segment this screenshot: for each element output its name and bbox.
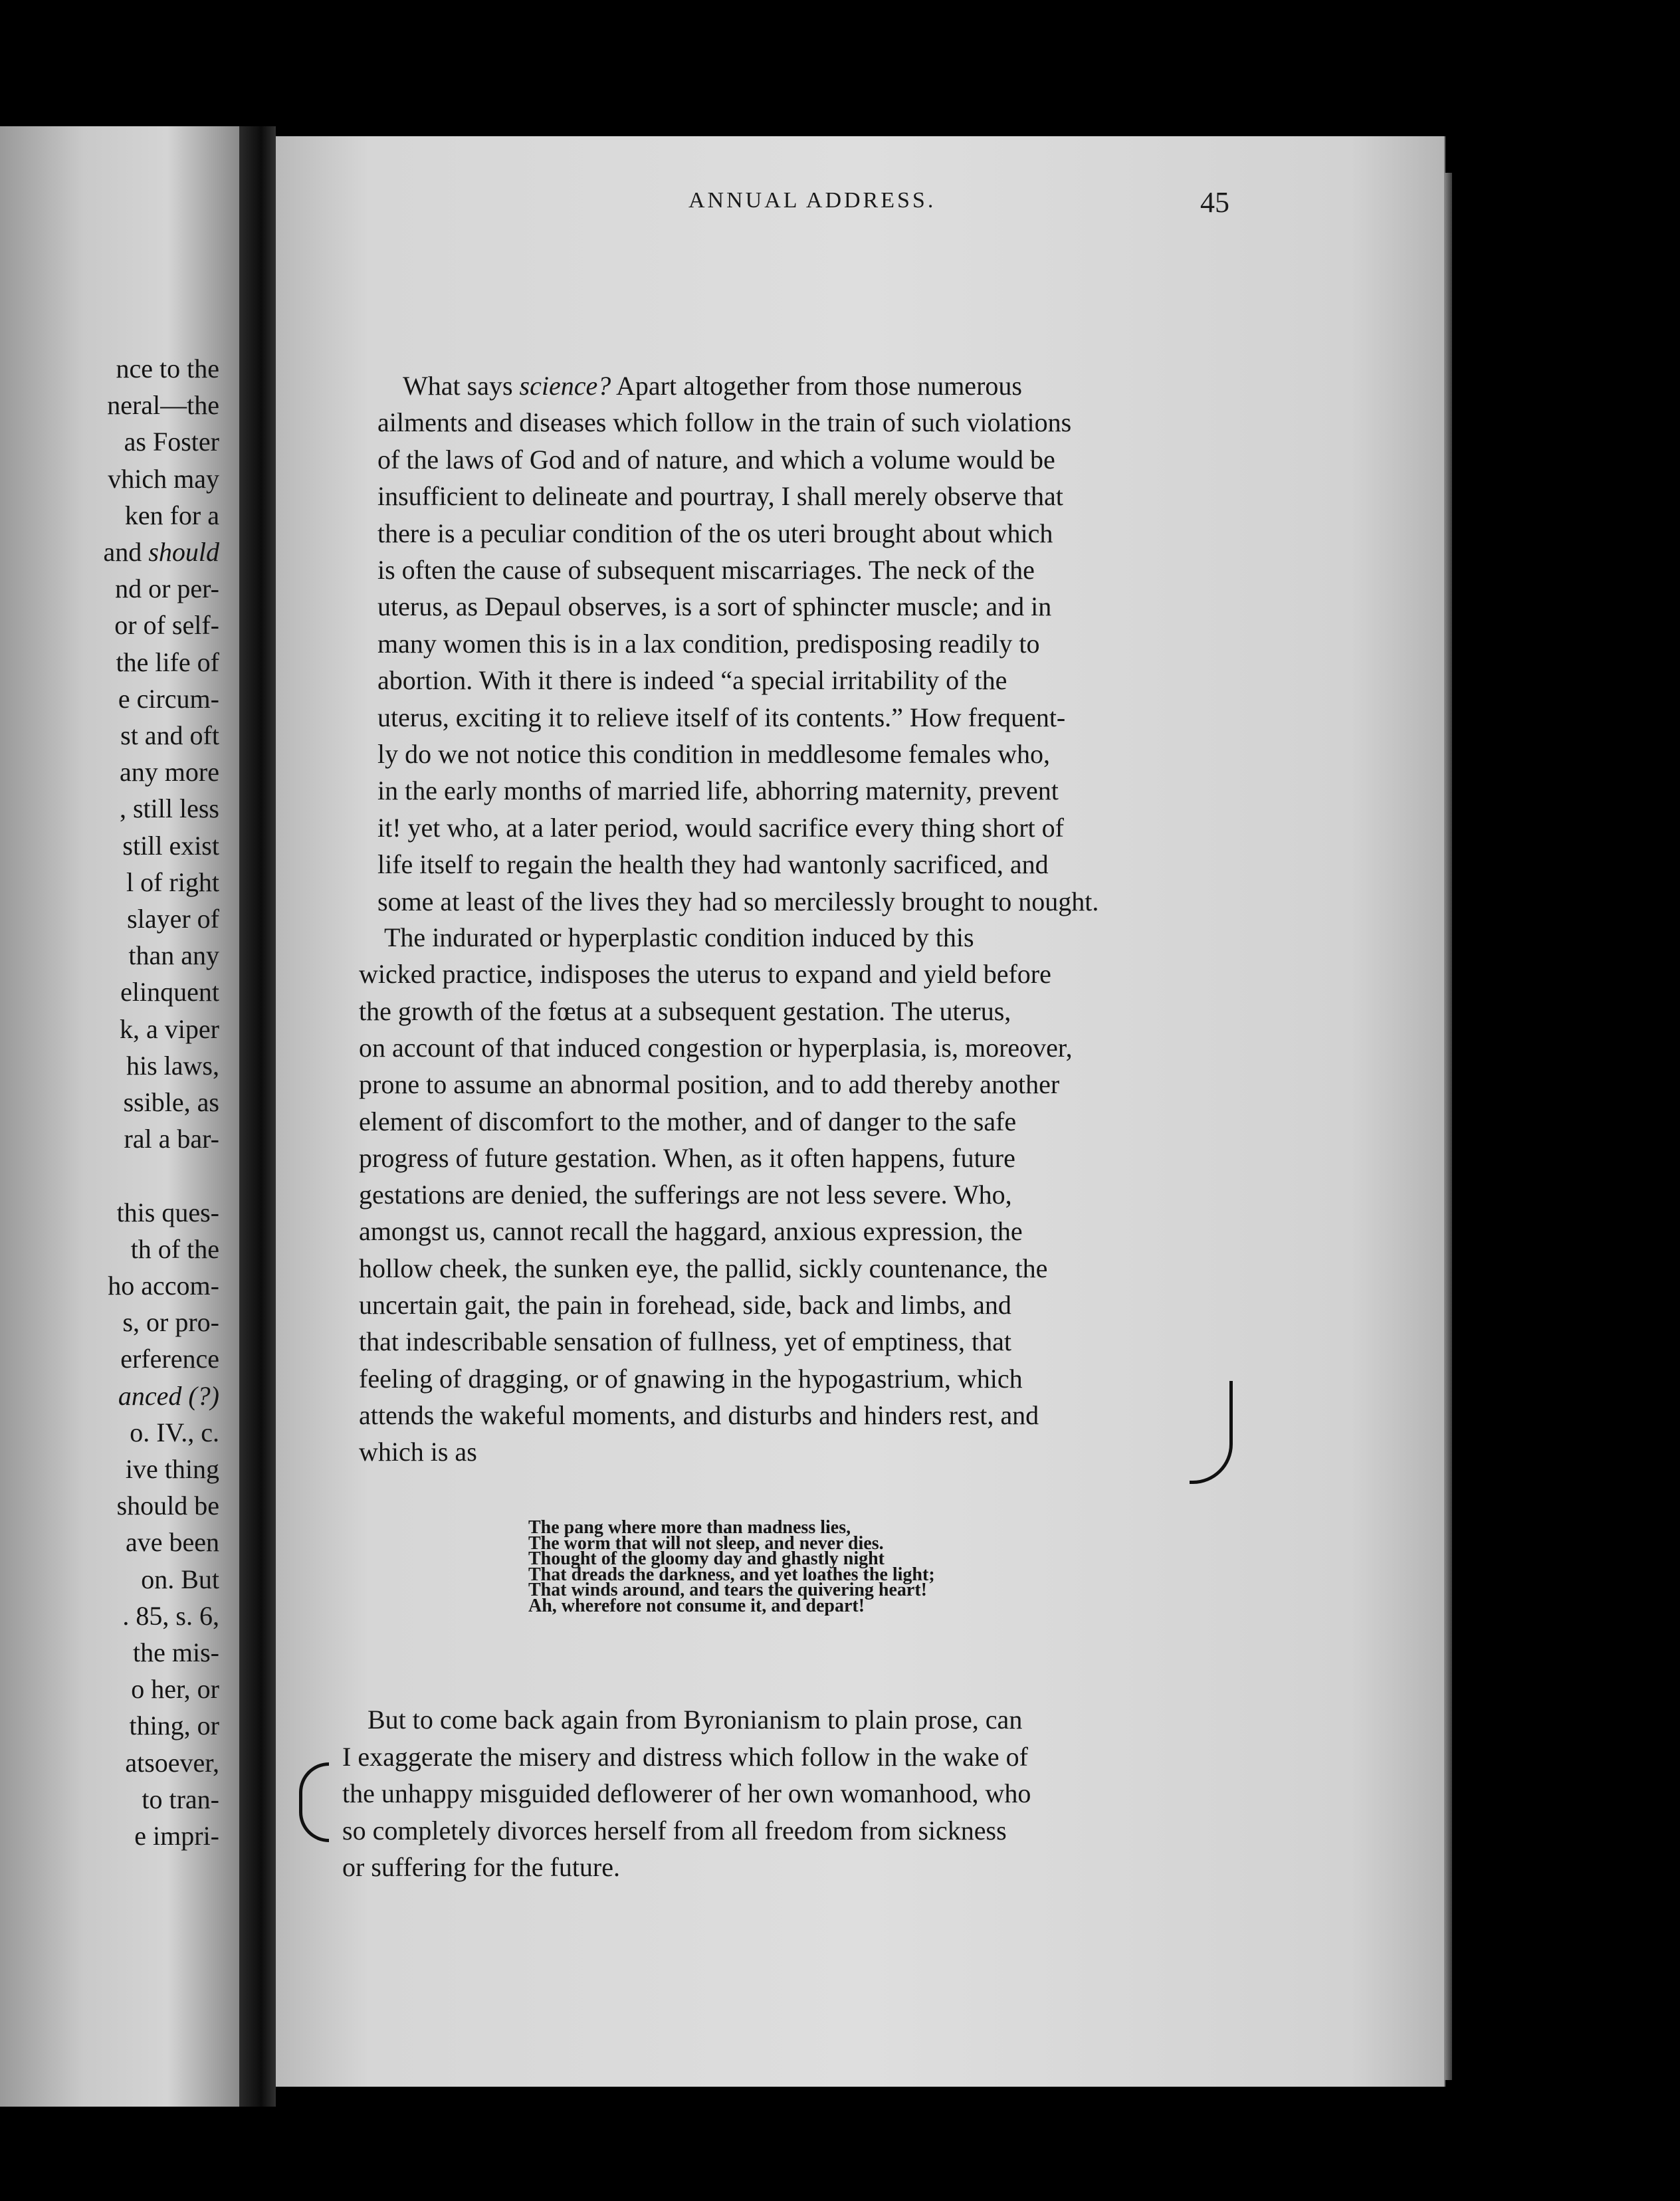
facing-page-line: anced (?) bbox=[118, 1380, 219, 1411]
paragraph2-line: prone to assume an abnormal position, and to add thereby another bbox=[359, 1069, 1060, 1100]
facing-page-line: ho accom- bbox=[108, 1271, 219, 1301]
paragraph2-line: element of discomfort to the mother, and of danger to the safe bbox=[359, 1106, 1017, 1136]
paragraph1-line: some at least of the lives they had so mercilessly brought to nought. bbox=[377, 886, 1099, 916]
facing-page-line: o her, or bbox=[131, 1674, 219, 1705]
paragraph2-line: uncertain gait, the pain in forehead, side, back and limbs, and bbox=[359, 1290, 1011, 1320]
paragraph2-line: on account of that induced congestion or hyperplasia, is, moreover, bbox=[359, 1032, 1073, 1063]
paragraph3-line: But to come back again from Byronianism to plain prose, can bbox=[368, 1705, 1023, 1734]
facing-page-line: st and oft bbox=[120, 720, 219, 750]
facing-page-line: e circum- bbox=[118, 683, 219, 714]
verse-line: Ah, wherefore not consume it, and depart! bbox=[528, 1595, 865, 1616]
paragraph2-line: progress of future gestation. When, as it often happens, future bbox=[359, 1142, 1015, 1173]
paragraph1-line: abortion. With it there is indeed “a special irritability of the bbox=[377, 665, 1007, 696]
paragraph1-line: there is a peculiar condition of the os uteri brought about which bbox=[377, 518, 1053, 548]
paragraph2-line: wicked practice, indisposes the uterus to expand and yield before bbox=[359, 959, 1051, 990]
verse-line: That dreads the darkness, and yet loathes the light; bbox=[528, 1564, 935, 1585]
facing-page-line: the life of bbox=[116, 647, 219, 677]
paragraph1-line: uterus, as Depaul observes, is a sort of sphincter muscle; and in bbox=[377, 591, 1052, 622]
paragraph1-line: life itself to regain the health they had wantonly sacrificed, and bbox=[377, 849, 1049, 880]
paragraph2-line: gestations are denied, the sufferings are not less severe. Who, bbox=[359, 1180, 1012, 1210]
facing-page-line: should be bbox=[116, 1491, 219, 1521]
paragraph3-line: I exaggerate the misery and distress which follow in the wake of bbox=[342, 1741, 1028, 1772]
facing-page-line: e impri- bbox=[134, 1821, 219, 1851]
facing-page-line: th of the bbox=[130, 1233, 219, 1264]
paragraph1-line: of the laws of God and of nature, and which a volume would be bbox=[377, 444, 1055, 474]
facing-page-line: atsoever, bbox=[125, 1747, 219, 1778]
facing-page-line: than any bbox=[128, 940, 219, 971]
facing-page-line: or of self- bbox=[114, 610, 219, 641]
facing-page-line: ken for a bbox=[124, 500, 219, 530]
paragraph2-line: the growth of the fœtus at a subsequent gestation. The uterus, bbox=[359, 996, 1011, 1026]
facing-page-line: nce to the bbox=[116, 354, 219, 383]
verse-line: The worm that will not sleep, and never dies. bbox=[528, 1532, 884, 1554]
facing-page-line: ssible, as bbox=[123, 1087, 219, 1117]
paragraph2-line: hollow cheek, the sunken eye, the pallid, sickly countenance, the bbox=[359, 1253, 1048, 1283]
paragraph1-line: in the early months of married life, abhorring maternity, prevent bbox=[377, 776, 1059, 806]
paragraph2-line: which is as bbox=[359, 1437, 477, 1467]
paragraph3-line: so completely divorces herself from all freedom from sickness bbox=[342, 1815, 1007, 1845]
facing-page-line: vhich may bbox=[108, 463, 219, 494]
paragraph2-line: that indescribable sensation of fullness, yet of emptiness, that bbox=[359, 1326, 1011, 1357]
facing-page-line: ive thing bbox=[125, 1454, 219, 1484]
paragraph1-line: uterus, exciting it to relieve itself of its contents.” How frequent- bbox=[377, 702, 1066, 732]
facing-page-line: . 85, s. 6, bbox=[122, 1600, 219, 1631]
verse-line: Thought of the gloomy day and ghastly night bbox=[528, 1548, 885, 1569]
header-title: ANNUAL ADDRESS. bbox=[688, 188, 936, 213]
paragraph2-line: feeling of dragging, or of gnawing in the hypogastrium, which bbox=[359, 1363, 1023, 1394]
facing-page-line: nd or per- bbox=[115, 574, 219, 604]
facing-page-line: neral—the bbox=[107, 390, 219, 421]
facing-page-line: any more bbox=[120, 757, 219, 787]
paragraph1-line: many women this is in a lax condition, predisposing readily to bbox=[377, 628, 1040, 659]
paragraph1-line: it! yet who, at a later period, would sacrifice every thing short of bbox=[377, 812, 1064, 843]
verse-line: The pang where more than madness lies, bbox=[528, 1517, 851, 1538]
facing-page-line: on. But bbox=[141, 1564, 219, 1594]
paragraph1-line: insufficient to delineate and pourtray, I shall merely observe that bbox=[377, 481, 1063, 512]
facing-page-line: k, a viper bbox=[120, 1013, 219, 1044]
facing-page-line: his laws, bbox=[126, 1050, 219, 1081]
paragraph1-line: ly do we not notice this condition in meddlesome females who, bbox=[377, 739, 1051, 769]
page-number: 45 bbox=[1200, 186, 1229, 219]
paragraph3-line: the unhappy misguided deflowerer of her own womanhood, who bbox=[342, 1778, 1031, 1808]
verse-line: That winds around, and tears the quivering heart! bbox=[528, 1580, 928, 1600]
paragraph2-line: The indurated or hyperplastic condition induced by this bbox=[384, 922, 974, 952]
paragraph2-line: amongst us, cannot recall the haggard, anxious expression, the bbox=[359, 1216, 1023, 1247]
facing-page-line: this ques- bbox=[116, 1197, 219, 1227]
facing-page-line: s, or pro- bbox=[122, 1307, 219, 1338]
facing-page-line: as Foster bbox=[124, 427, 219, 457]
facing-page-line: , still less bbox=[119, 793, 219, 824]
paragraph1-line: is often the cause of subsequent miscarriages. The neck of the bbox=[377, 555, 1035, 585]
facing-page-line: to tran- bbox=[142, 1784, 219, 1814]
facing-page-line: and should bbox=[103, 537, 219, 567]
paragraph3-line: or suffering for the future. bbox=[342, 1852, 621, 1882]
facing-page-line: thing, or bbox=[129, 1711, 219, 1741]
facing-page-line: ral a bar- bbox=[124, 1124, 219, 1154]
facing-page-line: ave been bbox=[125, 1527, 219, 1558]
paragraph1-line: What says science? Apart altogether from those numerous bbox=[403, 371, 1022, 401]
facing-page-line: o. IV., c. bbox=[130, 1417, 219, 1447]
facing-page-line: erference bbox=[120, 1344, 219, 1374]
facing-page-line: slayer of bbox=[127, 904, 219, 934]
paragraph1-line: ailments and diseases which follow in the train of such violations bbox=[377, 407, 1072, 438]
facing-page-line: elinquent bbox=[120, 977, 219, 1007]
facing-page-line: the mis- bbox=[133, 1637, 219, 1667]
paragraph2-line: attends the wakeful moments, and disturbs and hinders rest, and bbox=[359, 1400, 1039, 1430]
facing-page-line: l of right bbox=[126, 867, 219, 897]
facing-page-line: still exist bbox=[122, 830, 219, 861]
